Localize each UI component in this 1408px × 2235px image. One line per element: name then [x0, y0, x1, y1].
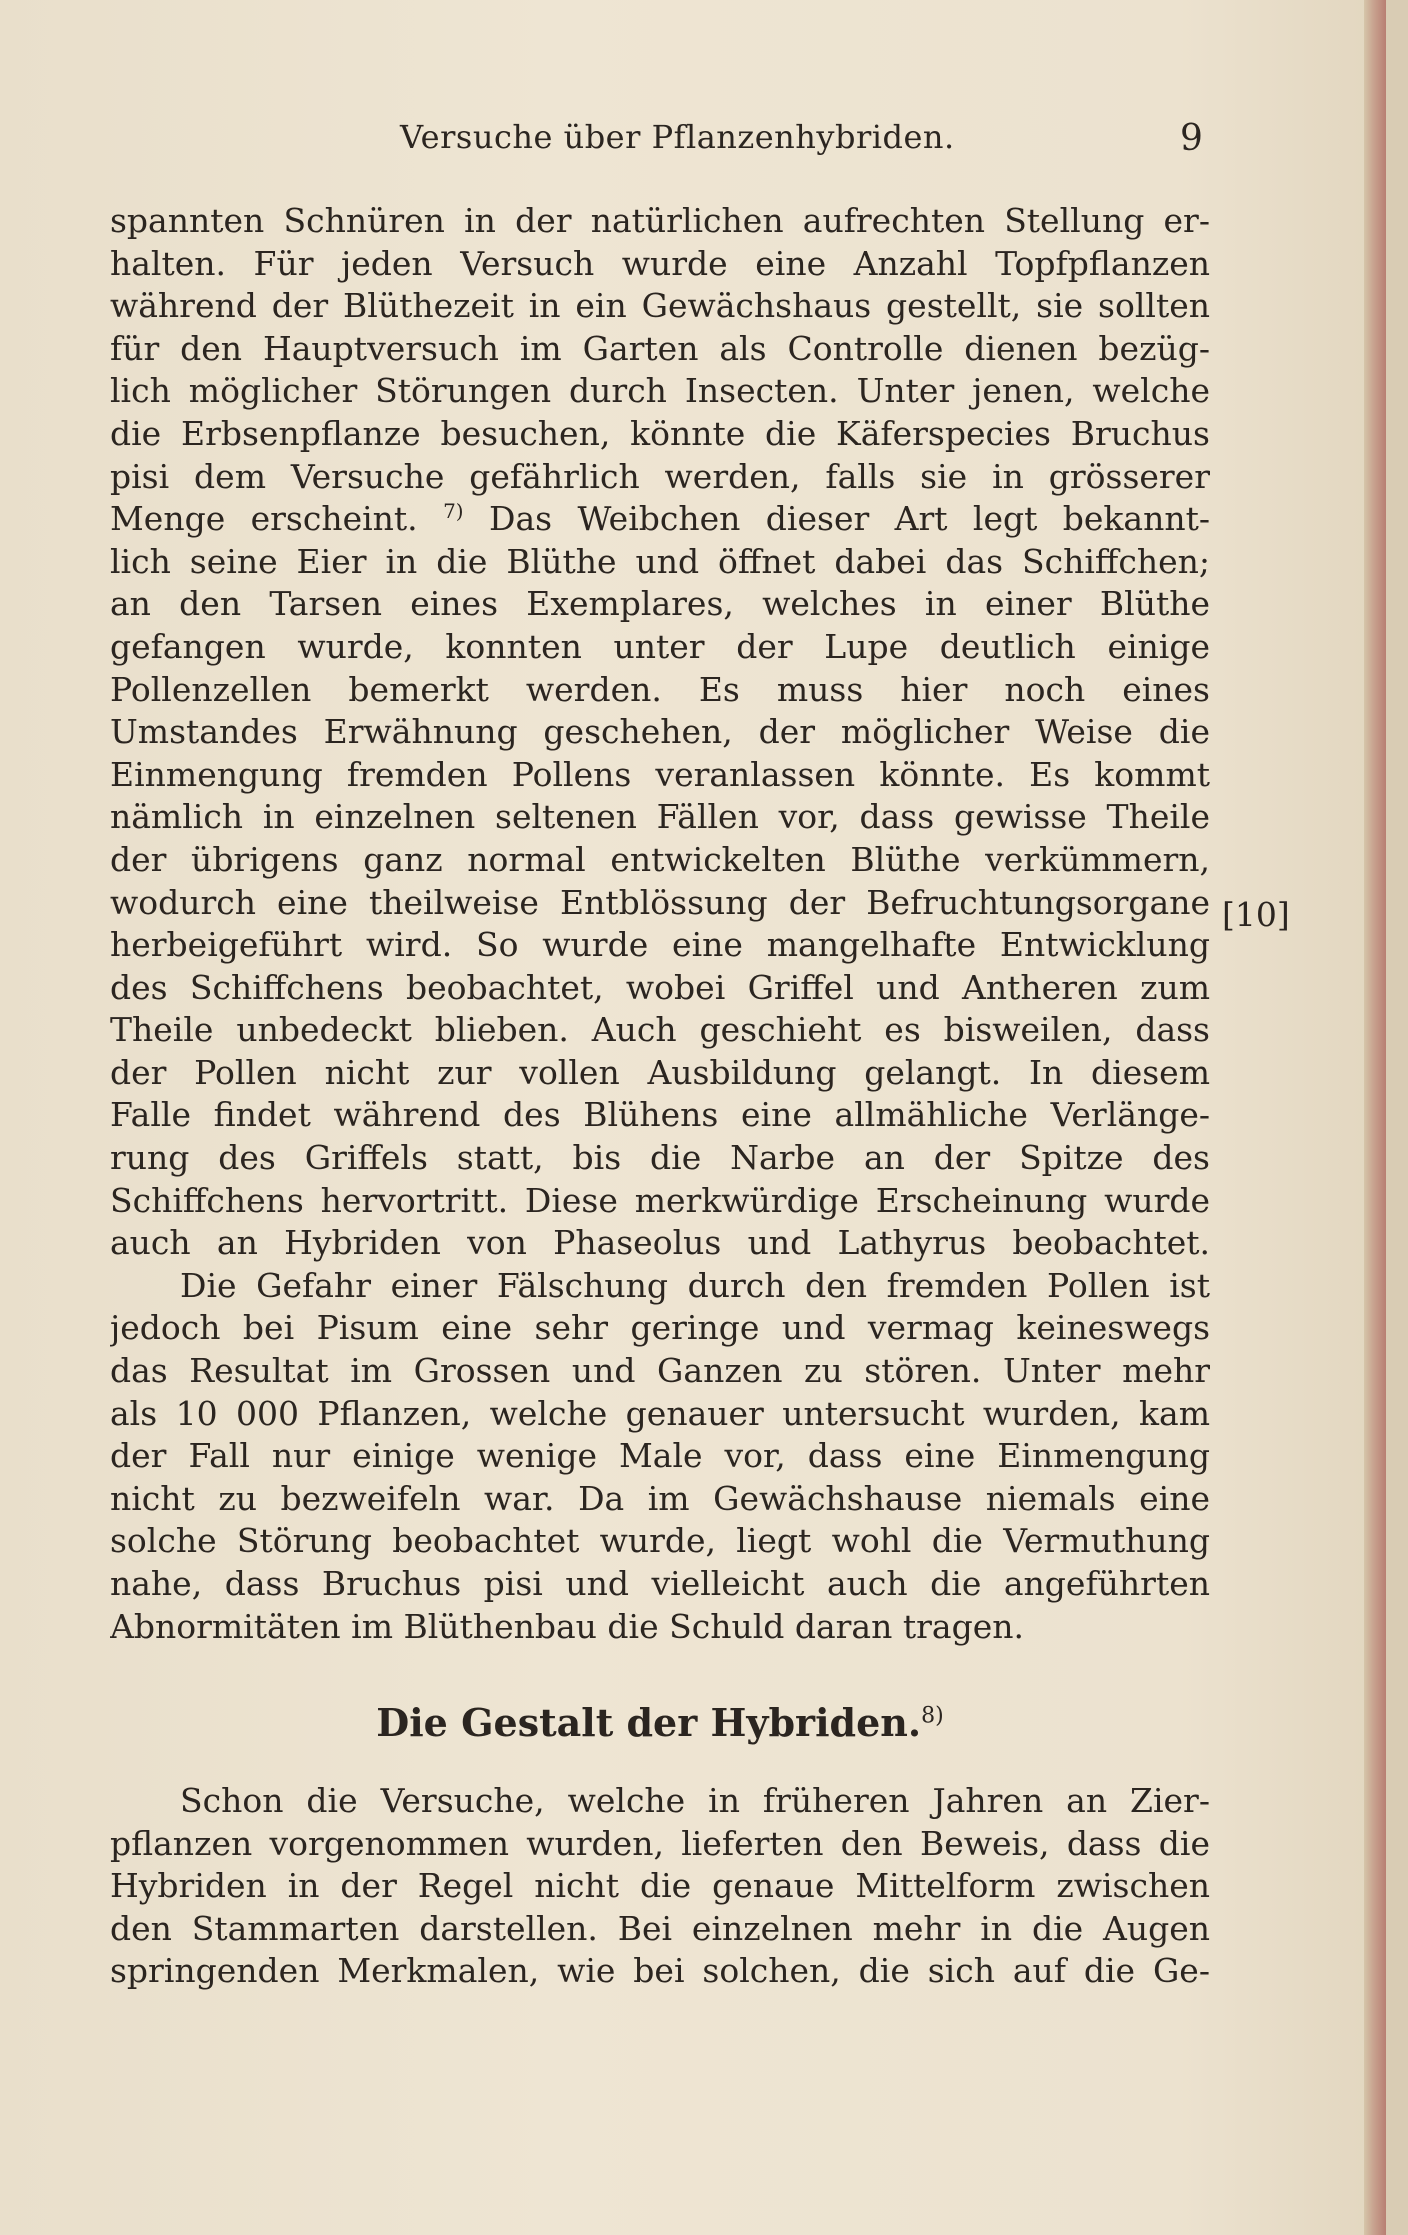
running-title: Versuche über Pflanzenhybriden. [400, 118, 955, 156]
text-line: pisi dem Versuche gefährlich werden, falls sie in grösserer [110, 456, 1210, 496]
text-line: das Resultat im Grossen und Ganzen zu stören. Unter mehr [110, 1351, 1210, 1391]
text-line: lich möglicher Störungen durch Insecten. Unter jenen, welche [110, 371, 1210, 411]
text-line: Hybriden in der Regel nicht die genaue Mittelform zwischen [110, 1866, 1210, 1906]
text-line: für den Hauptversuch im Garten als Controlle dienen bezüg- [110, 328, 1210, 368]
text-line: gefangen wurde, konnten unter der Lupe deutlich einige [110, 626, 1210, 666]
text-line-with-footnote [110, 498, 1210, 541]
text-line: Abnormitäten im Blüthenbau die Schuld daran tragen. [110, 1606, 1024, 1646]
text-line: des Schiffchens beobachtet, wobei Griffel und Antheren zum [110, 967, 1210, 1007]
text-line: herbeigeführt wird. So wurde eine mangelhafte Entwicklung [110, 925, 1210, 965]
text-line: rung des Griffels statt, bis die Narbe an der Spitze des [110, 1138, 1210, 1178]
text-line: den Stammarten darstellen. Bei einzelnen mehr in die Augen [110, 1908, 1210, 1948]
text-line: auch an Hybriden von Phaseolus und Lathyrus beobachtet. [110, 1223, 1210, 1263]
text-line: Falle findet während des Blühens eine allmähliche Verlänge- [110, 1095, 1210, 1135]
text-line: Schiffchens hervortritt. Diese merkwürdige Erscheinung wurde [110, 1180, 1210, 1220]
text-line: der Pollen nicht zur vollen Ausbildung gelangt. In diesem [110, 1052, 1210, 1092]
text-line: nicht zu bezweifeln war. Da im Gewächshause niemals eine [110, 1478, 1210, 1518]
text-line: nämlich in einzelnen seltenen Fällen vor, dass gewisse Theile [110, 797, 1210, 837]
text-line: jedoch bei Pisum eine sehr geringe und vermag keineswegs [110, 1308, 1210, 1348]
text-line: Umstandes Erwähnung geschehen, der möglicher Weise die [110, 712, 1210, 752]
text-line: der Fall nur einige wenige Male vor, dass eine Einmengung [110, 1436, 1210, 1476]
text-line: Pollenzellen bemerkt werden. Es muss hier noch eines [110, 669, 1210, 709]
text-line: springenden Merkmalen, wie bei solchen, die sich auf die Ge- [110, 1951, 1210, 1991]
text-line: während der Blüthezeit in ein Gewächshaus gestellt, sie sollten [110, 286, 1210, 326]
footnote-mark: 7) [443, 499, 464, 524]
body-text-section-2 [110, 1780, 1210, 1993]
text-line: pflanzen vorgenommen wurden, lieferten den Beweis, dass die [110, 1823, 1210, 1863]
text-line: spannten Schnüren in der natürlichen aufrechten Stellung er- [110, 201, 1210, 240]
page-number: 9 [1180, 118, 1203, 159]
margin-page-reference: [10] [1222, 895, 1290, 934]
text-line: solche Störung beobachtet wurde, liegt wohl die Vermuthung [110, 1521, 1210, 1561]
text-line: Schon die Versuche, welche in früheren Jahren an Zier- [180, 1781, 1210, 1820]
text-line: Theile unbedeckt blieben. Auch geschieht es bisweilen, dass [110, 1010, 1210, 1050]
text-line: die Erbsenpflanze besuchen, könnte die Käferspecies Bruchus [110, 413, 1210, 453]
section-heading-text: Die Gestalt der Hybriden. [376, 1700, 922, 1745]
text-line: halten. Für jeden Versuch wurde eine Anzahl Topfpflanzen [110, 243, 1210, 283]
footnote-mark: 8) [921, 1703, 944, 1729]
text-line: der übrigens ganz normal entwickelten Blüthe verkümmern, [110, 839, 1210, 879]
text-line: als 10 000 Pflanzen, welche genauer untersucht wurden, kam [110, 1393, 1210, 1433]
section-heading [110, 1700, 1210, 1745]
text-fragment: Das Weibchen dieser Art legt bekannt- [463, 499, 1210, 539]
text-line: lich seine Eier in die Blüthe und öffnet dabei das Schiffchen; [110, 541, 1210, 581]
text-line: an den Tarsen eines Exemplares, welches in einer Blüthe [110, 584, 1210, 624]
text-line: Die Gefahr einer Fälschung durch den fremden Pollen ist [180, 1265, 1210, 1305]
body-text-section-1 [110, 200, 1210, 1648]
text-line: Einmengung fremden Pollens veranlassen könnte. Es kommt [110, 754, 1210, 794]
text-line: nahe, dass Bruchus pisi und vielleicht auch die angeführten [110, 1564, 1210, 1603]
text-fragment: Menge erscheint. [110, 499, 418, 539]
text-line: wodurch eine theilweise Entblössung der Befruchtungsorgane [110, 882, 1210, 922]
page-edge [1364, 0, 1386, 2235]
